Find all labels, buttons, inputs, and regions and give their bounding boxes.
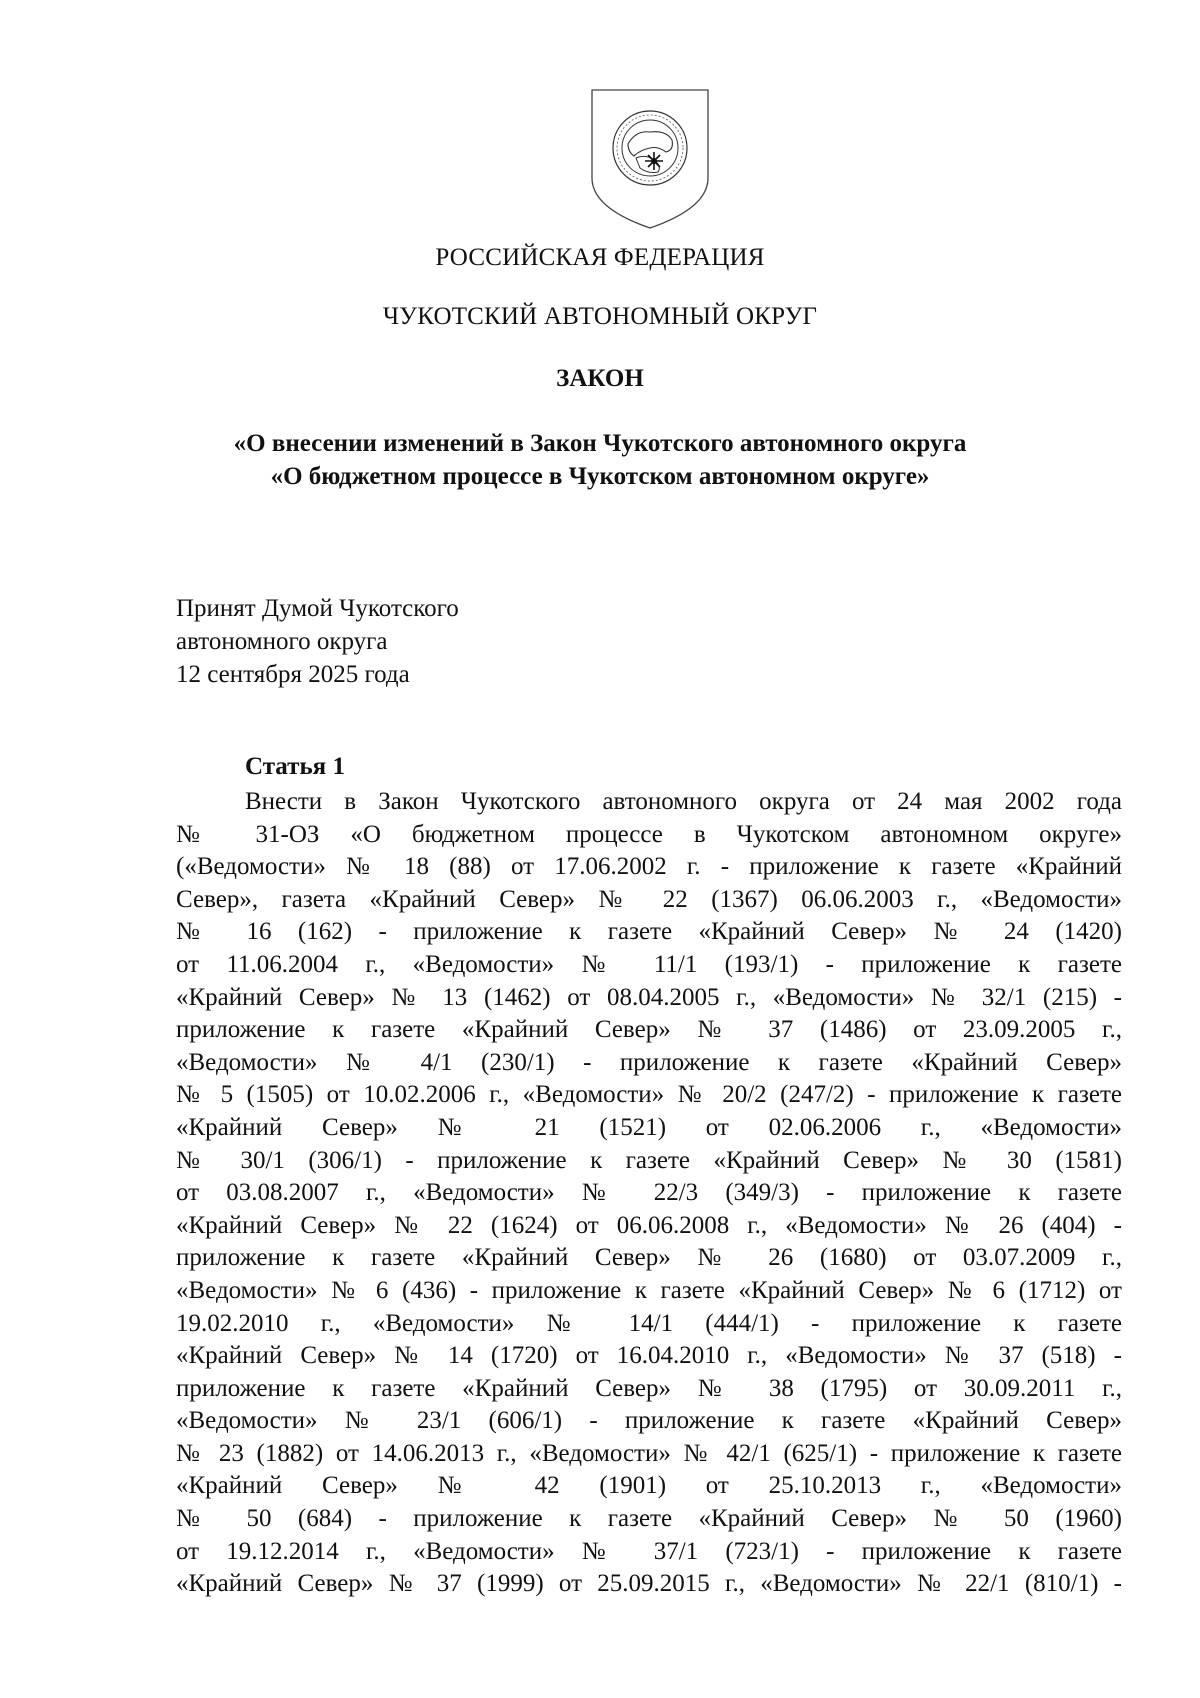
country-heading: РОССИЙСКАЯ ФЕДЕРАЦИЯ — [435, 244, 765, 271]
article-text-line: приложение к газете «Крайний Север» № 37 (1486) от 23.09.2005 г., — [176, 1016, 1122, 1044]
article-text-line: «Крайний Север» № 14 (1720) от 16.04.2010 г., «Ведомости» № 37 (518) - — [176, 1342, 1122, 1370]
article-text-line: от 11.06.2004 г., «Ведомости» № 11/1 (193/1) - приложение к газете — [176, 950, 1122, 978]
article-text-line: № 5 (1505) от 10.02.2006 г., «Ведомости» № 20/2 (247/2) - приложение к газете — [176, 1081, 1122, 1109]
article-text-line: «Крайний Север» № 13 (1462) от 08.04.2005 г., «Ведомости» № 32/1 (215) - — [176, 983, 1122, 1011]
article-text-line: Внести в Закон Чукотского автономного округа от 24 мая 2002 года — [245, 788, 1122, 815]
article-text-line: «Крайний Север» № 37 (1999) от 25.09.2015 г., «Ведомости» № 22/1 (810/1) - — [176, 1570, 1122, 1598]
article-text-line: № 16 (162) - приложение к газете «Крайний Север» № 24 (1420) — [176, 918, 1122, 946]
article-text-line: («Ведомости» № 18 (88) от 17.06.2002 г. - приложение к газете «Крайний — [176, 853, 1122, 881]
adoption-note — [176, 592, 459, 691]
law-title-line-1: «О внесении изменений в Закон Чукотского автономного округа — [233, 430, 967, 457]
adoption-line-2: автономного округа — [176, 628, 388, 655]
article-text-line: № 50 (684) - приложение к газете «Крайний Север» № 50 (1960) — [176, 1505, 1122, 1533]
adoption-line-1: Принят Думой Чукотского — [176, 595, 459, 622]
coat-of-arms-emblem — [588, 86, 712, 234]
article-text-line: 19.02.2010 г., «Ведомости» № 14/1 (444/1) - приложение к газете — [176, 1309, 1122, 1337]
document-type-heading: ЗАКОН — [556, 365, 644, 392]
article-text-line: приложение к газете «Крайний Север» № 38 (1795) от 30.09.2011 г., — [176, 1374, 1122, 1402]
article-text-line: от 19.12.2014 г., «Ведомости» № 37/1 (723/1) - приложение к газете — [176, 1537, 1122, 1565]
article-text-line: № 30/1 (306/1) - приложение к газете «Крайний Север» № 30 (1581) — [176, 1146, 1122, 1174]
article-text-line: № 23 (1882) от 14.06.2013 г., «Ведомости» № 42/1 (625/1) - приложение к газете — [176, 1439, 1122, 1467]
article-text-line: «Крайний Север» № 22 (1624) от 06.06.2008 г., «Ведомости» № 26 (404) - — [176, 1211, 1122, 1239]
article-text-line: от 03.08.2007 г., «Ведомости» № 22/3 (349/3) - приложение к газете — [176, 1179, 1122, 1207]
article-text-line: № 31-ОЗ «О бюджетном процессе в Чукотском автономном округе» — [176, 820, 1122, 848]
article-heading: Статья 1 — [245, 753, 345, 780]
article-text-line: «Ведомости» № 4/1 (230/1) - приложение к газете «Крайний Север» — [176, 1048, 1122, 1076]
article-text-line: «Крайний Север» № 21 (1521) от 02.06.2006 г., «Ведомости» — [176, 1113, 1122, 1141]
article-text-line: приложение к газете «Крайний Север» № 26 (1680) от 03.07.2009 г., — [176, 1244, 1122, 1272]
article-body — [176, 786, 1122, 1601]
article-text-line: «Ведомости» № 6 (436) - приложение к газете «Крайний Север» № 6 (1712) от — [176, 1276, 1122, 1304]
adoption-date: 12 сентября 2025 года — [176, 661, 410, 688]
article-text-line: Север», газета «Крайний Север» № 22 (1367) 06.06.2003 г., «Ведомости» — [176, 885, 1122, 913]
law-title-line-2: «О бюджетном процессе в Чукотском автономном округе» — [270, 463, 930, 490]
region-heading: ЧУКОТСКИЙ АВТОНОМНЫЙ ОКРУГ — [382, 303, 818, 330]
article-text-line: «Ведомости» № 23/1 (606/1) - приложение к газете «Крайний Север» — [176, 1407, 1122, 1435]
article-text-line: «Крайний Север» № 42 (1901) от 25.10.2013 г., «Ведомости» — [176, 1472, 1122, 1500]
